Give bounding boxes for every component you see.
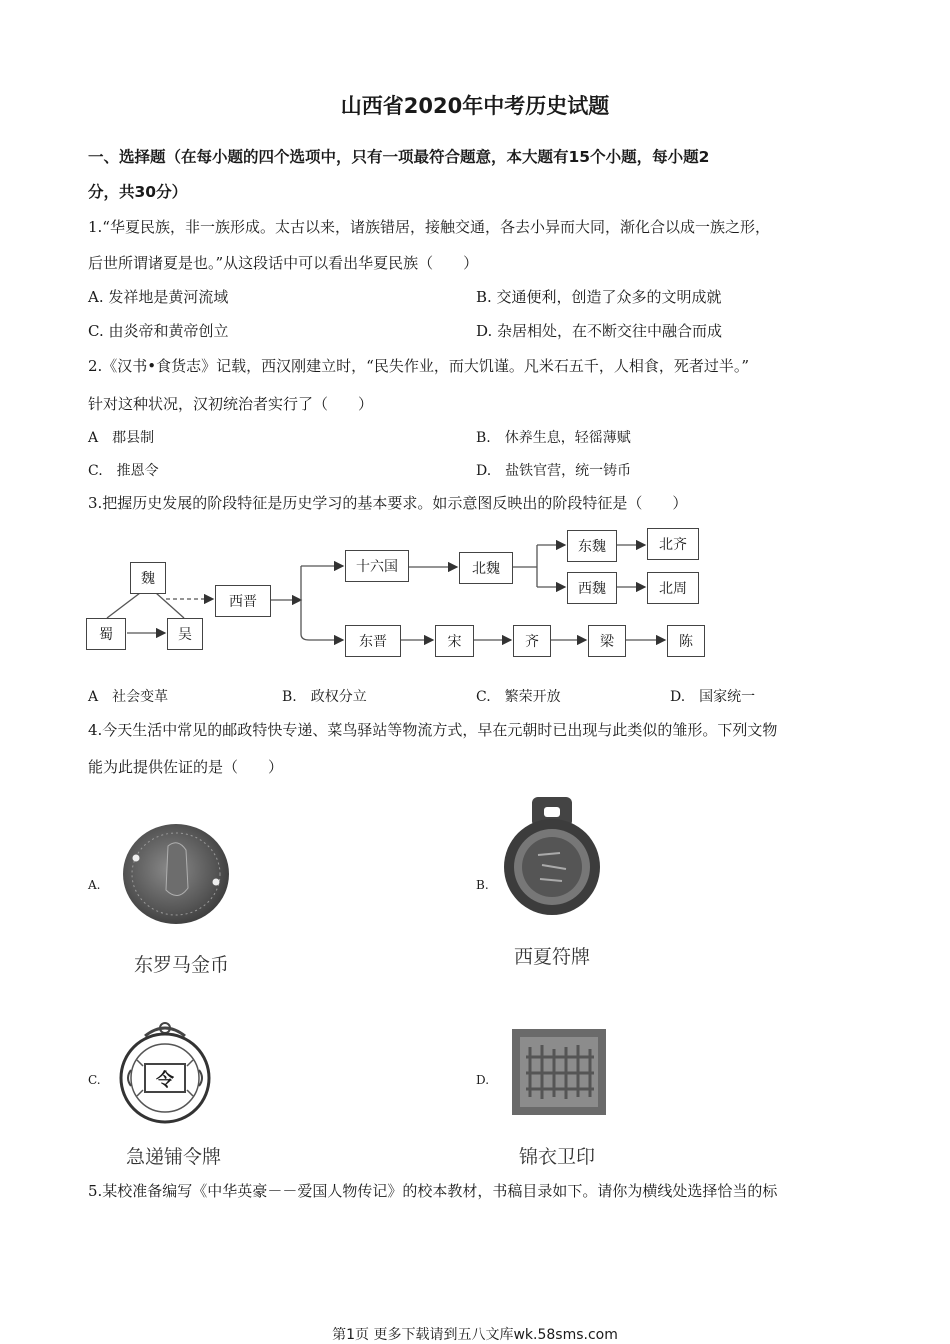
diagram-node-beiqi: 北齐 [647, 528, 699, 560]
diagram-node-chen: 陈 [667, 625, 705, 657]
q4-option-d-caption: 锦衣卫印 [519, 1146, 596, 1168]
xixia-tablet-image [500, 795, 610, 920]
diagram-node-qi: 齐 [513, 625, 551, 657]
diagram-node-dongwei: 东魏 [567, 530, 617, 562]
q2-stem-line1: 2.《汉书•食货志》记载，西汉刚建立时，“民失作业，而大饥谨。凡米石五千，人相食，死者过半。” [88, 357, 750, 375]
q1-option-c: C. 由炎帝和黄帝创立 [88, 322, 229, 340]
q2-option-c: C. 推恩令 [88, 463, 159, 479]
diagram-node-liang: 梁 [588, 625, 626, 657]
diagram-node-beizhou: 北周 [647, 572, 699, 604]
diagram-node-song: 宋 [435, 625, 474, 657]
courier-token-char: 令 [156, 1070, 174, 1091]
q2-option-a: A 郡县制 [88, 430, 155, 446]
q1-option-a: A. 发祥地是黄河流域 [88, 288, 229, 306]
q1-stem-line2: 后世所谓诸夏是也。”从这段话中可以看出华夏民族（ ） [88, 254, 479, 272]
diagram-node-beiwei: 北魏 [459, 552, 513, 584]
q2-stem-line2: 针对这种状况，汉初统治者实行了（ ） [88, 395, 374, 413]
diagram-node-xiwei: 西魏 [567, 572, 617, 604]
jinyiwei-seal-image [510, 1027, 610, 1119]
page-footer: 第1页 更多下载请到五八文库wk.58sms.com [332, 1327, 618, 1343]
q3-stem-line1: 3.把握历史发展的阶段特征是历史学习的基本要求。如示意图反映出的阶段特征是（ ） [88, 494, 688, 512]
diagram-node-shu: 蜀 [86, 618, 126, 650]
q4-option-b-label: B. [476, 878, 489, 892]
q1-option-d: D. 杂居相处，在不断交往中融合而成 [476, 322, 723, 340]
diagram-node-shiliuguo: 十六国 [345, 550, 409, 582]
section-heading-line1: 一、选择题（在每小题的四个选项中，只有一项最符合题意，本大题有15个小题，每小题2 [88, 148, 710, 166]
q4-option-a-label: A. [88, 878, 101, 892]
diagram-node-wei: 魏 [130, 562, 166, 594]
diagram-node-wu: 吴 [167, 618, 203, 650]
page-title: 山西省2020年中考历史试题 [340, 94, 610, 118]
q3-option-a: A 社会变革 [88, 689, 169, 705]
q4-option-b-caption: 西夏符牌 [514, 946, 591, 968]
q4-stem-line2: 能为此提供佐证的是（ ） [88, 758, 284, 776]
q3-option-d: D. 国家统一 [670, 689, 756, 705]
q4-option-c-label: C. [88, 1073, 101, 1087]
q5-stem-line1: 5.某校准备编写《中华英豪－－爱国人物传记》的校本教材，书稿目录如下。请你为横线处选择恰当的标 [88, 1182, 778, 1200]
q3-option-b: B. 政权分立 [282, 689, 367, 705]
q4-option-c-caption: 急递铺令牌 [126, 1146, 222, 1168]
diagram-node-dongjin: 东晋 [345, 625, 401, 657]
byzantine-coin-image [118, 818, 238, 928]
section-heading-line2: 分，共30分） [88, 183, 188, 201]
q4-option-a-caption: 东罗马金币 [134, 954, 230, 976]
q1-option-b: B. 交通便利，创造了众多的文明成就 [476, 288, 722, 306]
q1-stem-line1: 1.“华夏民族，非一族形成。太古以来，诸族错居，接触交通，各去小异而大同，渐化合以成一族之形， [88, 218, 770, 236]
q2-option-d: D. 盐铁官营，统一铸币 [476, 463, 632, 479]
q4-stem-line1: 4.今天生活中常见的邮政特快专递、菜鸟驿站等物流方式，早在元朝时已出现与此类似的雏形。下列文物 [88, 721, 778, 739]
q2-option-b: B. 休养生息，轻徭薄赋 [476, 430, 631, 446]
diagram-node-xijin: 西晋 [215, 585, 271, 617]
q4-option-d-label: D. [476, 1073, 490, 1087]
q3-option-c: C. 繁荣开放 [476, 689, 561, 705]
